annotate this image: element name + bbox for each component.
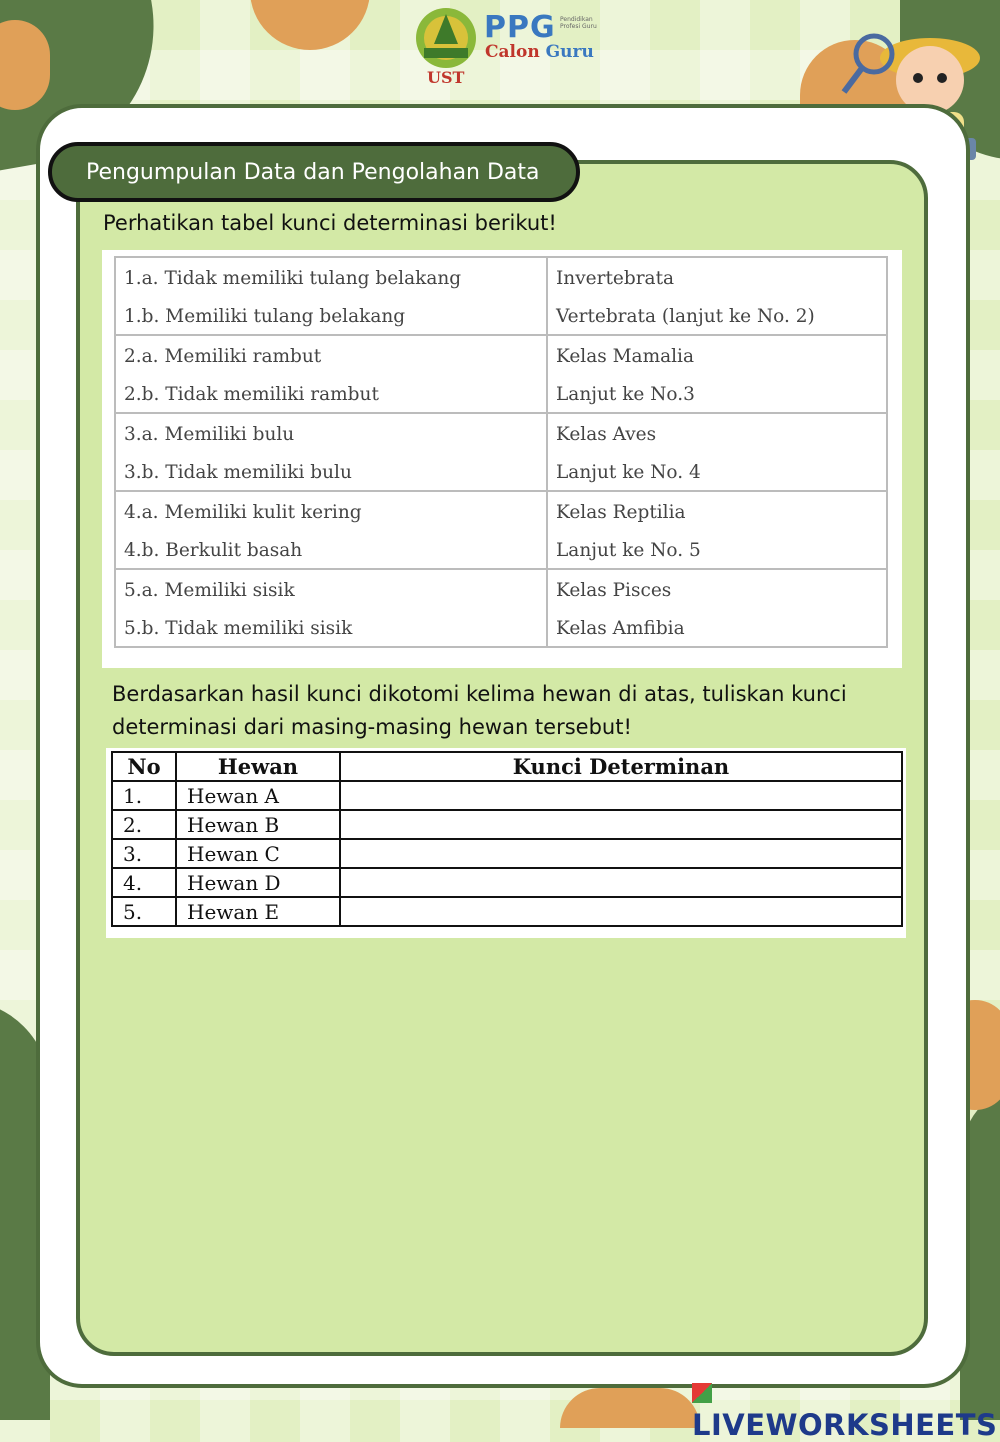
key-cell-right (547, 413, 887, 491)
answer-hewan: Hewan D (176, 868, 340, 897)
answer-kunci-cell (340, 868, 902, 897)
key-cell-right (547, 335, 887, 413)
answer-row (112, 839, 902, 868)
key-line: 4.b. Berkulit basah (124, 540, 303, 561)
answer-kunci-cell (340, 810, 902, 839)
answer-no: 2. (112, 810, 176, 839)
key-line: Lanjut ke No. 5 (556, 540, 701, 561)
answer-no: 1. (112, 781, 176, 810)
liveworksheets-brand: LIVEWORKSHEETS (692, 1374, 1000, 1442)
blob-decoration-top-left (0, 20, 50, 110)
kunci-determinan-input[interactable] (351, 784, 891, 808)
key-line: 5.a. Memiliki sisik (124, 580, 295, 601)
answer-row (112, 897, 902, 926)
key-line: 2.b. Tidak memiliki rambut (124, 384, 379, 405)
calon-guru-text: Calon Guru (485, 42, 594, 62)
answer-hewan: Hewan B (176, 810, 340, 839)
answer-row (112, 781, 902, 810)
header-hewan: Hewan (176, 752, 340, 781)
answer-row (112, 868, 902, 897)
answer-hewan: Hewan E (176, 897, 340, 926)
section-title: Pengumpulan Data dan Pengolahan Data (48, 142, 580, 202)
answer-no: 3. (112, 839, 176, 868)
determination-key-table-wrapper (102, 250, 902, 668)
key-line: Vertebrata (lanjut ke No. 2) (556, 306, 815, 327)
instruction-text: Perhatikan tabel kunci determinasi berikut! (103, 211, 557, 235)
key-line: 2.a. Memiliki rambut (124, 346, 322, 367)
ust-text: UST (427, 68, 465, 87)
key-line: Invertebrata (556, 268, 675, 289)
key-cell-right (547, 491, 887, 569)
key-cell-left (115, 335, 547, 413)
answer-no: 4. (112, 868, 176, 897)
key-line: 5.b. Tidak memiliki sisik (124, 618, 353, 639)
header-kunci-determinan: Kunci Determinan (340, 752, 902, 781)
key-line: Kelas Amfibia (556, 618, 685, 639)
key-row (115, 491, 887, 569)
kunci-determinan-input[interactable] (351, 842, 891, 866)
header-no: No (112, 752, 176, 781)
answer-row (112, 810, 902, 839)
blob-decoration-bottom (560, 1388, 700, 1428)
key-cell-left (115, 491, 547, 569)
kunci-determinan-input[interactable] (351, 813, 891, 837)
kunci-determinan-input[interactable] (351, 900, 891, 924)
key-line: 3.a. Memiliki bulu (124, 424, 295, 445)
answer-hewan: Hewan A (176, 781, 340, 810)
key-cell-left (115, 413, 547, 491)
key-line: 4.a. Memiliki kulit kering (124, 502, 362, 523)
key-row (115, 257, 887, 335)
kunci-determinan-input[interactable] (351, 871, 891, 895)
key-row (115, 569, 887, 647)
key-line: Lanjut ke No.3 (556, 384, 695, 405)
key-cell-right (547, 569, 887, 647)
key-line: Kelas Aves (556, 424, 657, 445)
question-text: Berdasarkan hasil kunci dikotomi kelima hewan di atas, tuliskan kunci determinasi dari masing-masing hewan tersebut! (112, 682, 847, 739)
liveworksheets-logo-icon (692, 1383, 712, 1403)
answer-table-header (112, 752, 902, 781)
blob-decoration-top (250, 0, 370, 50)
key-cell-left (115, 569, 547, 647)
answer-kunci-cell (340, 781, 902, 810)
answer-no: 5. (112, 897, 176, 926)
key-line: 1.a. Tidak memiliki tulang belakang (124, 268, 462, 289)
answer-table (111, 751, 903, 927)
key-line: Kelas Reptilia (556, 502, 686, 523)
answer-kunci-cell (340, 897, 902, 926)
determination-key-table (114, 256, 888, 648)
key-row (115, 413, 887, 491)
key-line: 1.b. Memiliki tulang belakang (124, 306, 406, 327)
key-cell-right (547, 257, 887, 335)
key-line: Kelas Pisces (556, 580, 672, 601)
answer-table-wrapper (106, 748, 906, 938)
key-row (115, 335, 887, 413)
answer-hewan: Hewan C (176, 839, 340, 868)
key-cell-left (115, 257, 547, 335)
key-line: Kelas Mamalia (556, 346, 695, 367)
key-line: Lanjut ke No. 4 (556, 462, 701, 483)
key-line: 3.b. Tidak memiliki bulu (124, 462, 352, 483)
ppg-subtitle: Pendidikan Profesi Guru (560, 16, 597, 30)
ppg-acronym: PPG (484, 10, 556, 45)
answer-kunci-cell (340, 839, 902, 868)
